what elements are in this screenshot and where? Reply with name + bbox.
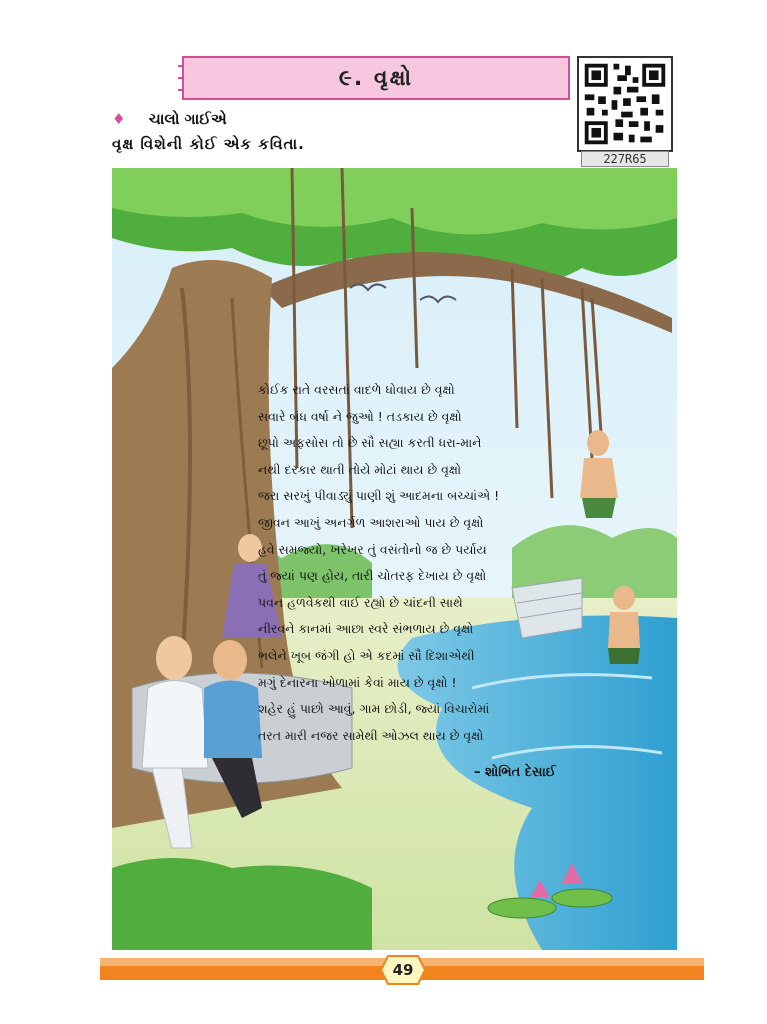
- poem-line: હવે સમજ્યો, ખરેખર તું વસંતોનો જ છે પર્યાય: [258, 541, 487, 557]
- poem-line: પવન હળવેકથી વાઈ રહ્યો છે ચાંદની સાથે: [258, 594, 463, 610]
- chapter-title-banner: [182, 56, 570, 100]
- poem-line: કોઈક રાતે વરસતાં વાદળે ધોવાય છે વૃક્ષો: [258, 382, 455, 397]
- poem-line: તું જ્યાં પણ હોય, તારી ચોતરફ દેખાય છે વૃક્ષો: [258, 568, 487, 584]
- chapter-title: ૯. વૃક્ષો: [338, 65, 414, 91]
- page-number: 49: [392, 961, 414, 979]
- section-heading: [112, 110, 227, 128]
- poem-line: તરત મારી નજર સામેથી ઓઝલ થાય છે વૃક્ષો: [258, 727, 484, 743]
- poem-line: સવારે બંધ વર્ષા ને જુઓ ! તડકાય છે વૃક્ષો: [258, 408, 462, 424]
- diamond-bullet-icon: ♦: [112, 110, 126, 128]
- poem-text: [258, 377, 588, 749]
- poem-line: ભલેને ખૂબ જંગી હો એ કદમાં સૌ દિશાએથી: [258, 647, 475, 663]
- poem-line: શહેર હું પાછો આવું, ગામ છોડી, જ્યાં વિચારોમાં: [258, 701, 490, 717]
- poem-line: નથી દરકાર થાતી તોયે મોટાં થાય છે વૃક્ષો: [258, 461, 462, 477]
- poem-line: જરા સરખું પીવાડ્યું પાણી શું આદમના બચ્ચાંએ !: [258, 488, 500, 504]
- poem-author: – શોભિત દેસાઈ: [474, 765, 556, 780]
- section-heading-text: ચાલો ગાઈએ: [148, 110, 227, 128]
- section-subheading: વૃક્ષ વિશેની કોઈ એક કવિતા.: [112, 135, 305, 153]
- poem-line: છૂપો અફસોસ તો છે સૌ સહ્યા કરતી ધરા-માને: [258, 435, 482, 451]
- poem-line: જીવન આખું અનર્ગળ આશરાઓ પાય છે વૃક્ષો: [258, 514, 484, 530]
- qr-code-icon: [577, 56, 673, 152]
- qr-code-label: 227R65: [581, 151, 669, 167]
- poem-line: મગું દેનારના ખોળામાં કેવાં માય છે વૃક્ષો !: [258, 674, 457, 690]
- poem-line: નીરવને કાનમાં આછા સ્વરે સંભળાય છે વૃક્ષો: [258, 621, 474, 637]
